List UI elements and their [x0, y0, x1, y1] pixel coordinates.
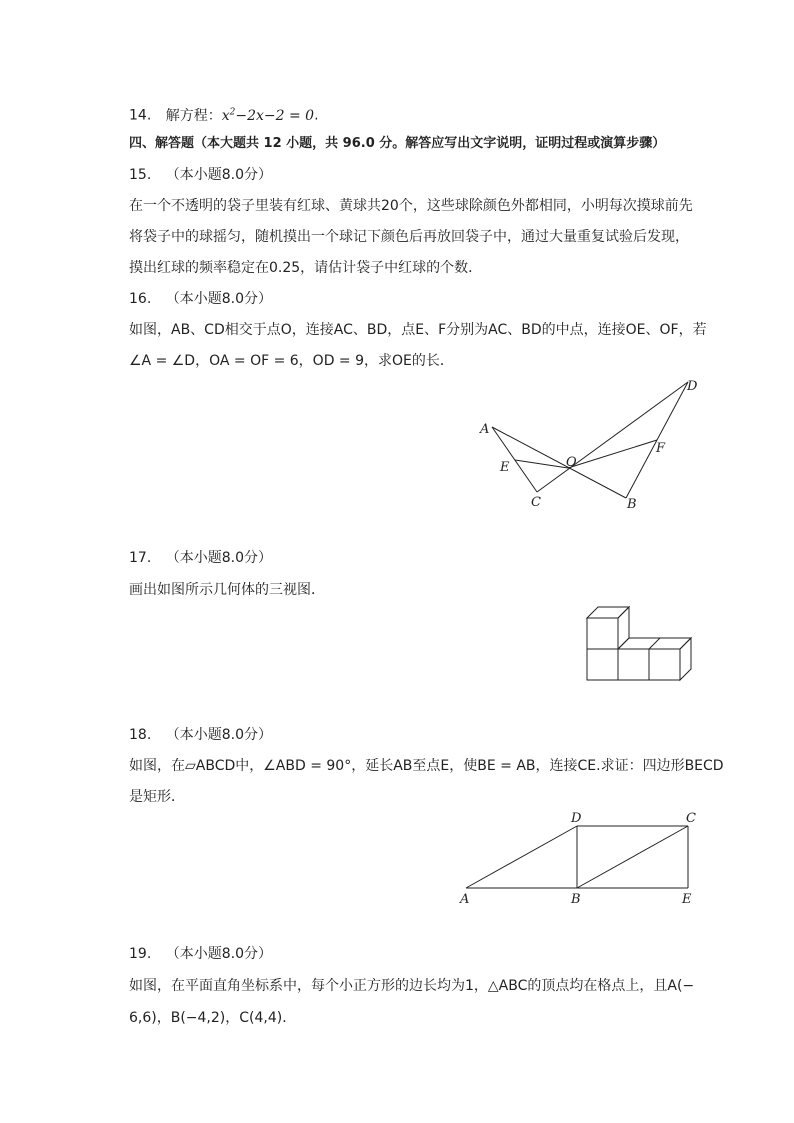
segment-BC	[577, 826, 688, 888]
q18-number: 18.	[129, 727, 152, 743]
section-heading: 四、解答题（本大题共 12 小题，共 96.0 分。解答应写出文字说明，证明过程或演算步骤）	[129, 136, 666, 151]
q17-score: （本小题8.0分）	[165, 550, 272, 566]
q14-number: 14.	[129, 107, 152, 124]
segment-OE	[515, 460, 568, 468]
label-B: B	[627, 497, 637, 512]
segment-OF	[568, 440, 657, 468]
q19-header	[129, 944, 272, 964]
q15-line-1: 在一个不透明的袋子里装有红球、黄球共20个，这些球除颜色外都相同，小明每次摸球前先	[129, 198, 693, 214]
q15-line-3: 摸出红球的频率稳定在0.25，请估计袋子中红球的个数．	[129, 260, 483, 276]
q19-score: （本小题8.0分）	[165, 946, 272, 962]
top-cube-front	[587, 618, 618, 649]
q18-score: （本小题8.0分）	[165, 727, 272, 743]
q17-number: 17.	[129, 550, 152, 566]
q14-suffix: .	[314, 107, 319, 124]
label-B: B	[571, 892, 581, 907]
q16-line-2: ∠A = ∠D，OA = OF = 6，OD = 9，求OE的长．	[129, 353, 454, 369]
top-cube-top	[587, 607, 629, 618]
q17-figure	[580, 600, 700, 690]
q18-line-2: 是矩形．	[129, 789, 185, 805]
q15-line-2: 将袋子中的球摇匀，随机摸出一个球记下颜色后再放回袋子中，通过大量重复试验后发现，	[129, 229, 689, 245]
top-cube-side	[618, 607, 629, 649]
q19-line-2: 6,6)，B(−4,2)，C(4,4)．	[129, 1010, 297, 1026]
segment-AD	[466, 826, 577, 888]
label-D: D	[571, 811, 582, 826]
q18-line-1: 如图，在▱ABCD中，∠ABD = 90°，延长AB至点E，使BE = AB，连接CE.求证：四边形BECD	[129, 758, 724, 774]
q15-number: 15.	[129, 167, 152, 183]
label-A: A	[480, 422, 490, 437]
label-C: C	[531, 495, 541, 510]
bottom-cube-side	[680, 638, 691, 680]
q14-equation: $x^2-2x-2 = 0$	[221, 107, 315, 124]
label-A: A	[460, 892, 470, 907]
q19-number: 19.	[129, 946, 152, 962]
q18-header	[129, 725, 272, 745]
q14-prefix: 解方程：	[165, 107, 222, 124]
q15-header	[129, 165, 272, 185]
label-E: E	[500, 460, 510, 475]
q16-figure	[470, 370, 710, 515]
q15-score: （本小题8.0分）	[165, 167, 272, 183]
label-O: O	[566, 455, 577, 470]
label-C: C	[686, 811, 696, 826]
segment-AB	[492, 427, 626, 498]
bottom-cube-divider-top	[649, 638, 660, 649]
q16-header	[129, 289, 272, 309]
q14-line	[129, 102, 319, 126]
q19-line-1: 如图，在平面直角坐标系中，每个小正方形的边长均为1，△ABC的顶点均在格点上，且A(−	[129, 978, 695, 994]
bottom-cube-2-front	[618, 649, 649, 680]
q16-line-1: 如图，AB、CD相交于点O，连接AC、BD，点E、F分别为AC、BD的中点，连接OE、OF，若	[129, 322, 707, 338]
q16-number: 16.	[129, 291, 152, 307]
segment-CD	[537, 382, 688, 492]
q16-score: （本小题8.0分）	[165, 291, 272, 307]
bottom-cube-1-front	[587, 649, 618, 680]
label-F: F	[656, 441, 666, 456]
label-D: D	[687, 379, 698, 394]
segment-AC	[492, 427, 537, 492]
q18-figure	[455, 808, 705, 908]
label-E: E	[682, 892, 692, 907]
q17-line-1: 画出如图所示几何体的三视图．	[129, 582, 325, 598]
bottom-cube-3-front	[649, 649, 680, 680]
q17-header	[129, 548, 272, 568]
